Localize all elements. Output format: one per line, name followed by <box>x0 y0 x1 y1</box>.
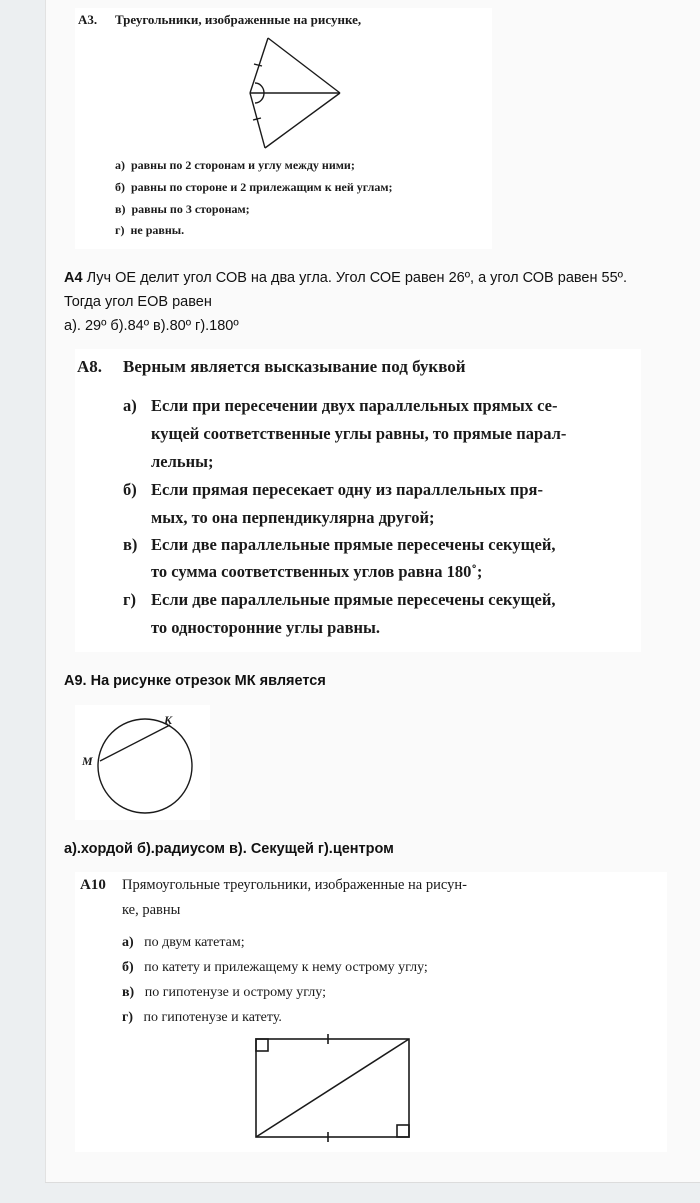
equal-side-tick <box>253 118 261 120</box>
option-letter: б) <box>115 180 125 194</box>
circle-outline <box>98 719 192 813</box>
option-line: то односторонние углы равны. <box>151 618 381 637</box>
option-letter: в) <box>115 202 126 216</box>
diagonal <box>256 1039 409 1137</box>
option-line: Если при пересечении двух параллельных прямых се- <box>151 396 558 415</box>
option-letter: в) <box>122 985 135 1000</box>
option-letter: б) <box>122 960 134 975</box>
option-text: по гипотенузе и катету. <box>143 1010 282 1025</box>
option-letter: г) <box>123 590 136 609</box>
equal-side-tick <box>254 64 262 66</box>
option-line: Если две параллельные прямые пересечены секущей, <box>151 590 556 609</box>
option-letter: г) <box>115 223 125 237</box>
option-letter: а) <box>115 158 125 172</box>
circle-chord-diagram <box>75 705 210 820</box>
a8-scan <box>75 349 641 652</box>
option-line: Если прямая пересекает одну из параллельных пря- <box>151 480 543 499</box>
rectangle-diagonal-figure <box>75 872 667 1152</box>
option-line: мых, то она перпендикулярна другой; <box>151 508 435 527</box>
right-angle-mark <box>256 1039 268 1051</box>
option-letter: г) <box>122 1010 134 1025</box>
option-line: лельны; <box>151 452 214 471</box>
triangle-side <box>250 93 265 148</box>
option-text: по двум катетам; <box>144 935 245 950</box>
option-text: по катету и прилежащему к нему острому углу; <box>144 960 428 975</box>
option-line: то сумма соответственных углов равна 180˚; <box>151 562 483 581</box>
option-letter: б) <box>123 480 137 499</box>
chord-mk <box>100 725 170 761</box>
a4-line-2: Тогда угол ЕОВ равен <box>64 294 212 310</box>
a3-question: Треугольники, изображенные на рисунке, <box>115 12 362 27</box>
a10-label: А10 <box>80 877 106 893</box>
divider <box>45 1182 700 1183</box>
triangle-side <box>268 38 340 93</box>
a9-question: А9. На рисунке отрезок МК является <box>64 673 326 689</box>
a10-question-line-1: Прямоугольные треугольники, изображенные на рисун- <box>122 877 467 893</box>
point-m-label: M <box>82 754 93 768</box>
option-letter: в) <box>123 535 138 554</box>
option-letter: а) <box>122 935 134 950</box>
a10-scan <box>75 872 667 1152</box>
triangle-side <box>265 93 340 148</box>
a8-question: Верным является высказывание под буквой <box>123 357 466 376</box>
option-text: равны по 2 сторонам и углу между ними; <box>131 158 355 172</box>
a3-option-c <box>115 202 250 217</box>
a8-label: А8. <box>77 357 103 376</box>
a3-option-b <box>115 180 393 195</box>
a3-scan <box>75 8 492 249</box>
a3-option-d <box>115 223 184 238</box>
a4-line-1 <box>64 270 627 286</box>
a4-question: Луч ОЕ делит угол СОВ на два угла. Угол СОЕ равен 26º, а угол СОВ равен 55º. <box>86 270 627 286</box>
option-letter: а) <box>123 396 137 415</box>
option-line: кущей соответственные углы равны, то прямые парал- <box>151 424 567 443</box>
option-text: равны по стороне и 2 прилежащим к ней углам; <box>131 180 393 194</box>
option-text: по гипотенузе и острому углу; <box>144 985 326 1000</box>
option-text: не равны. <box>130 223 185 237</box>
a4-answers: а). 29º б).84º в).80º г).180º <box>64 318 239 334</box>
a4-label: А4 <box>64 270 83 286</box>
a3-option-a <box>115 158 355 173</box>
option-text: равны по 3 сторонам; <box>131 202 250 216</box>
option-line: Если две параллельные прямые пересечены секущей, <box>151 535 556 554</box>
right-angle-mark <box>397 1125 409 1137</box>
a9-figure <box>75 705 210 820</box>
a3-label: А3. <box>78 12 98 27</box>
point-k-label: K <box>164 713 173 727</box>
a9-answers: а).хордой б).радиусом в). Секущей г).центром <box>64 841 394 857</box>
a10-question-line-2: ке, равны <box>122 902 181 918</box>
